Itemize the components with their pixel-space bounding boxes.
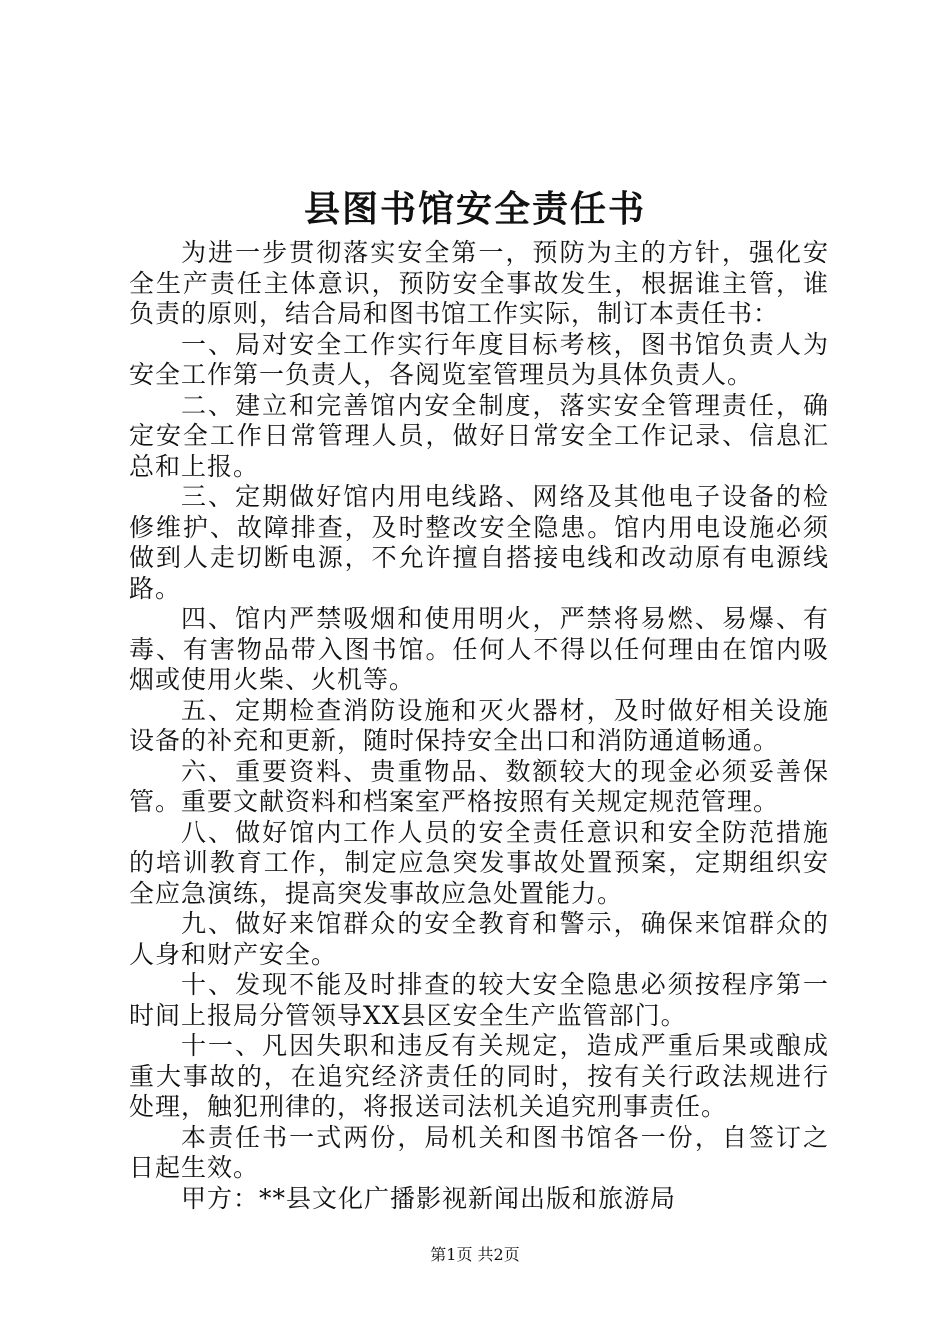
paragraph-item-5: 五、定期检查消防设施和灭火器材，及时做好相关设施设备的补充和更新，随时保持安全出口和消防通道畅通。 xyxy=(129,695,829,755)
page-number-footer: 第1页 共2页 xyxy=(430,1245,520,1264)
paragraph-item-1: 一、局对安全工作实行年度目标考核，图书馆负责人为安全工作第一负责人，各阅览室管理员为具体负责人。 xyxy=(129,329,829,389)
paragraph-copies: 本责任书一式两份，局机关和图书馆各一份，自签订之日起生效。 xyxy=(129,1122,829,1182)
paragraph-item-11: 十一、凡因失职和违反有关规定，造成严重后果或酿成重大事故的，在追究经济责任的同时，按有关行政法规进行处理，触犯刑律的，将报送司法机关追究刑事责任。 xyxy=(129,1031,829,1121)
paragraph-item-9: 九、做好来馆群众的安全教育和警示，确保来馆群众的人身和财产安全。 xyxy=(129,909,829,969)
paragraph-item-6: 六、重要资料、贵重物品、数额较大的现金必须妥善保管。重要文献资料和档案室严格按照有关规定规范管理。 xyxy=(129,756,829,816)
paragraph-item-3: 三、定期做好馆内用电线路、网络及其他电子设备的检修维护、故障排查，及时整改安全隐患。馆内用电设施必须做到人走切断电源，不允许擅自搭接电线和改动原有电源线路。 xyxy=(129,482,829,603)
document-body xyxy=(129,238,829,1214)
paragraph-item-4: 四、馆内严禁吸烟和使用明火，严禁将易燃、易爆、有毒、有害物品带入图书馆。任何人不得以任何理由在馆内吸烟或使用火柴、火机等。 xyxy=(129,604,829,694)
paragraph-item-8: 八、做好馆内工作人员的安全责任意识和安全防范措施的培训教育工作，制定应急突发事故处置预案，定期组织安全应急演练，提高突发事故应急处置能力。 xyxy=(129,817,829,908)
paragraph-item-10: 十、发现不能及时排查的较大安全隐患必须按程序第一时间上报局分管领导XX县区安全生产监管部门。 xyxy=(129,970,829,1030)
paragraph-intro: 为进一步贯彻落实安全第一，预防为主的方针，强化安全生产责任主体意识，预防安全事故发生，根据谁主管，谁负责的原则，结合局和图书馆工作实际，制订本责任书： xyxy=(129,238,829,328)
paragraph-party-a: 甲方：**县文化广播影视新闻出版和旅游局 xyxy=(181,1183,677,1213)
document-title: 县图书馆安全责任书 xyxy=(303,188,646,230)
paragraph-item-2: 二、建立和完善馆内安全制度，落实安全管理责任，确定安全工作日常管理人员，做好日常安全工作记录、信息汇总和上报。 xyxy=(129,390,829,481)
